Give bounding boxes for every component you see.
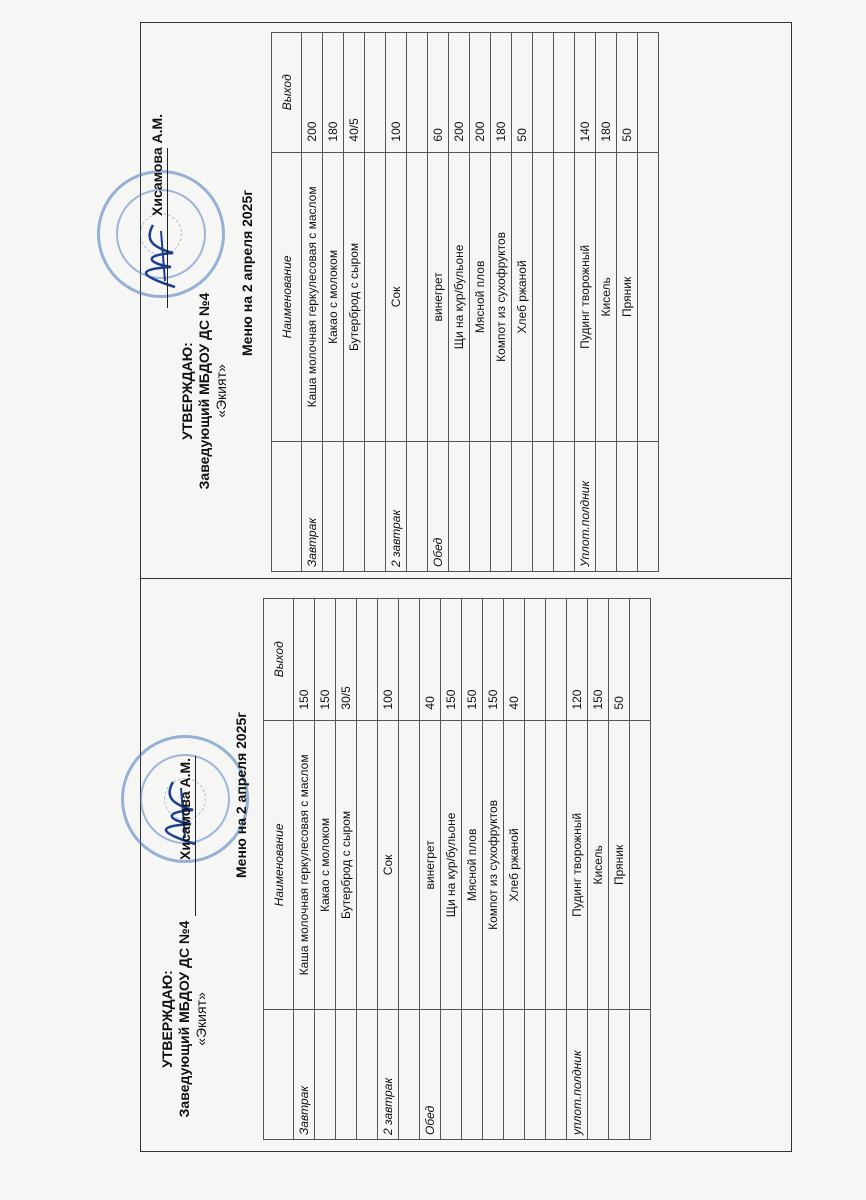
signature-line (195, 756, 196, 916)
meal-cell (344, 442, 365, 572)
meal-cell: 2 завтрак (386, 442, 407, 572)
table-row (336, 599, 357, 1140)
dish-cell: винегрет (420, 720, 441, 1010)
table-row (378, 599, 399, 1140)
table-row (525, 599, 546, 1140)
meal-cell (533, 442, 554, 572)
column-header-output: Выход (264, 599, 294, 721)
meal-cell (609, 1010, 630, 1140)
menu-title: Меню на 2 апреля 2025г (239, 189, 255, 356)
dish-cell: Хлеб ржаной (504, 720, 525, 1010)
table-row (302, 33, 323, 572)
meal-cell: Уплот.полдник (575, 442, 596, 572)
meal-cell (407, 442, 428, 572)
table-row (315, 599, 336, 1140)
dish-cell (399, 720, 420, 1010)
output-cell: 120 (567, 599, 588, 721)
table-row (483, 599, 504, 1140)
table-row (546, 599, 567, 1140)
meal-cell (441, 1010, 462, 1140)
dish-cell: Каша молочная геркулесовая с маслом (294, 720, 315, 1010)
output-cell: 150 (294, 599, 315, 721)
output-cell (365, 33, 386, 153)
table-row (357, 599, 378, 1140)
meal-cell (512, 442, 533, 572)
meal-cell: Обед (420, 1010, 441, 1140)
output-cell: 60 (428, 33, 449, 153)
column-header-output: Выход (272, 33, 302, 153)
output-cell (630, 599, 651, 721)
meal-cell (554, 442, 575, 572)
meal-cell (462, 1010, 483, 1140)
approval-heading: УТВЕРЖДАЮ: (179, 342, 195, 440)
table-row (294, 599, 315, 1140)
signatory-name: Хисамова А.М. (149, 113, 165, 216)
dish-cell: Пудинг творожный (575, 152, 596, 442)
dish-cell: Пряник (617, 152, 638, 442)
meal-cell (323, 442, 344, 572)
output-cell: 180 (323, 33, 344, 153)
output-cell (546, 599, 567, 721)
table-row (428, 33, 449, 572)
table-row (638, 33, 659, 572)
table-row (344, 33, 365, 572)
dish-cell: Сок (386, 152, 407, 442)
menu-table (263, 598, 651, 1140)
output-cell: 200 (449, 33, 470, 153)
output-cell: 150 (483, 599, 504, 721)
table-row (365, 33, 386, 572)
table-row (575, 33, 596, 572)
dish-cell: Какао с молоком (323, 152, 344, 442)
output-cell (638, 33, 659, 153)
output-cell: 150 (315, 599, 336, 721)
output-cell (525, 599, 546, 721)
output-cell: 200 (302, 33, 323, 153)
dish-cell (525, 720, 546, 1010)
output-cell: 140 (575, 33, 596, 153)
dish-cell: Кисель (588, 720, 609, 1010)
output-cell: 150 (462, 599, 483, 721)
output-cell: 180 (596, 33, 617, 153)
table-row (449, 33, 470, 572)
dish-cell: Пудинг творожный (567, 720, 588, 1010)
dish-cell: Кисель (596, 152, 617, 442)
meal-cell (449, 442, 470, 572)
table-row (407, 33, 428, 572)
signatory-name: Хисамова А.М. (177, 757, 193, 860)
approval-position: Заведующий МБДОУ ДС №4 (176, 920, 192, 1118)
meal-cell: Завтрак (294, 1010, 315, 1140)
output-cell: 50 (609, 599, 630, 721)
table-row (617, 33, 638, 572)
approval-org: «Экият» (213, 364, 229, 418)
dish-cell: Бутерброд с сыром (336, 720, 357, 1010)
dish-cell: Пряник (609, 720, 630, 1010)
table-row (588, 599, 609, 1140)
meal-cell (491, 442, 512, 572)
output-cell: 150 (441, 599, 462, 721)
dish-cell: винегрет (428, 152, 449, 442)
table-row (609, 599, 630, 1140)
table-header (264, 599, 294, 1140)
table-row (567, 599, 588, 1140)
dish-cell: Мясной плов (470, 152, 491, 442)
meal-cell: 2 завтрак (378, 1010, 399, 1140)
output-cell: 150 (588, 599, 609, 721)
meal-cell (546, 1010, 567, 1140)
table-row (420, 599, 441, 1140)
meal-cell (336, 1010, 357, 1140)
table-row (399, 599, 420, 1140)
output-cell: 40/5 (344, 33, 365, 153)
dish-cell (630, 720, 651, 1010)
meal-cell (399, 1010, 420, 1140)
table-row (441, 599, 462, 1140)
meal-cell (630, 1010, 651, 1140)
output-cell: 100 (386, 33, 407, 153)
table-row (462, 599, 483, 1140)
approval-heading: УТВЕРЖДАЮ: (159, 970, 175, 1068)
dish-cell: Компот из сухофруктов (483, 720, 504, 1010)
output-cell (533, 33, 554, 153)
output-cell (407, 33, 428, 153)
meal-cell (365, 442, 386, 572)
table-row (323, 33, 344, 572)
approval-block (179, 266, 230, 516)
dish-cell (546, 720, 567, 1010)
menu-panel-1 (141, 588, 791, 1148)
meal-cell (504, 1010, 525, 1140)
dish-cell (407, 152, 428, 442)
column-header-name: Наименование (264, 720, 294, 1010)
output-cell: 40 (420, 599, 441, 721)
dish-cell: Каша молочная геркулесовая с маслом (302, 152, 323, 442)
signature (131, 221, 183, 291)
output-cell (399, 599, 420, 721)
table-row (470, 33, 491, 572)
table-row (533, 33, 554, 572)
approval-position: Заведующий МБДОУ ДС №4 (196, 292, 212, 490)
meal-cell: Завтрак (302, 442, 323, 572)
meal-cell: Обед (428, 442, 449, 572)
meal-cell (357, 1010, 378, 1140)
meal-cell (483, 1010, 504, 1140)
dish-cell: Сок (378, 720, 399, 1010)
dish-cell (533, 152, 554, 442)
signature-line (167, 148, 168, 308)
table-row (491, 33, 512, 572)
dish-cell: Бутерброд с сыром (344, 152, 365, 442)
meal-cell (470, 442, 491, 572)
table-header (272, 33, 302, 572)
meal-cell (588, 1010, 609, 1140)
menu-panel-2 (141, 26, 791, 576)
dish-cell: Хлеб ржаной (512, 152, 533, 442)
table-row (386, 33, 407, 572)
meal-cell (525, 1010, 546, 1140)
menu-title: Меню на 2 апреля 2025г (233, 711, 249, 878)
approval-block (159, 894, 210, 1144)
output-cell: 180 (491, 33, 512, 153)
table-row (630, 599, 651, 1140)
output-cell: 100 (378, 599, 399, 721)
dish-cell: Мясной плов (462, 720, 483, 1010)
meal-cell (315, 1010, 336, 1140)
table-row (512, 33, 533, 572)
output-cell: 50 (512, 33, 533, 153)
output-cell: 200 (470, 33, 491, 153)
table-row (596, 33, 617, 572)
output-cell: 30/5 (336, 599, 357, 721)
panel-divider (140, 578, 792, 579)
output-cell: 50 (617, 33, 638, 153)
table-row (504, 599, 525, 1140)
dish-cell: Щи на кур/бульоне (441, 720, 462, 1010)
menu-table (271, 32, 659, 572)
meal-cell: уплот.полдник (567, 1010, 588, 1140)
dish-cell (638, 152, 659, 442)
column-header-name: Наименование (272, 152, 302, 442)
meal-cell (596, 442, 617, 572)
dish-cell (365, 152, 386, 442)
output-cell (554, 33, 575, 153)
meal-cell (617, 442, 638, 572)
output-cell: 40 (504, 599, 525, 721)
meal-cell (638, 442, 659, 572)
approval-org: «Экият» (193, 992, 209, 1046)
dish-cell: Щи на кур/бульоне (449, 152, 470, 442)
table-row (554, 33, 575, 572)
output-cell (357, 599, 378, 721)
dish-cell (357, 720, 378, 1010)
dish-cell: Компот из сухофруктов (491, 152, 512, 442)
dish-cell (554, 152, 575, 442)
dish-cell: Какао с молоком (315, 720, 336, 1010)
